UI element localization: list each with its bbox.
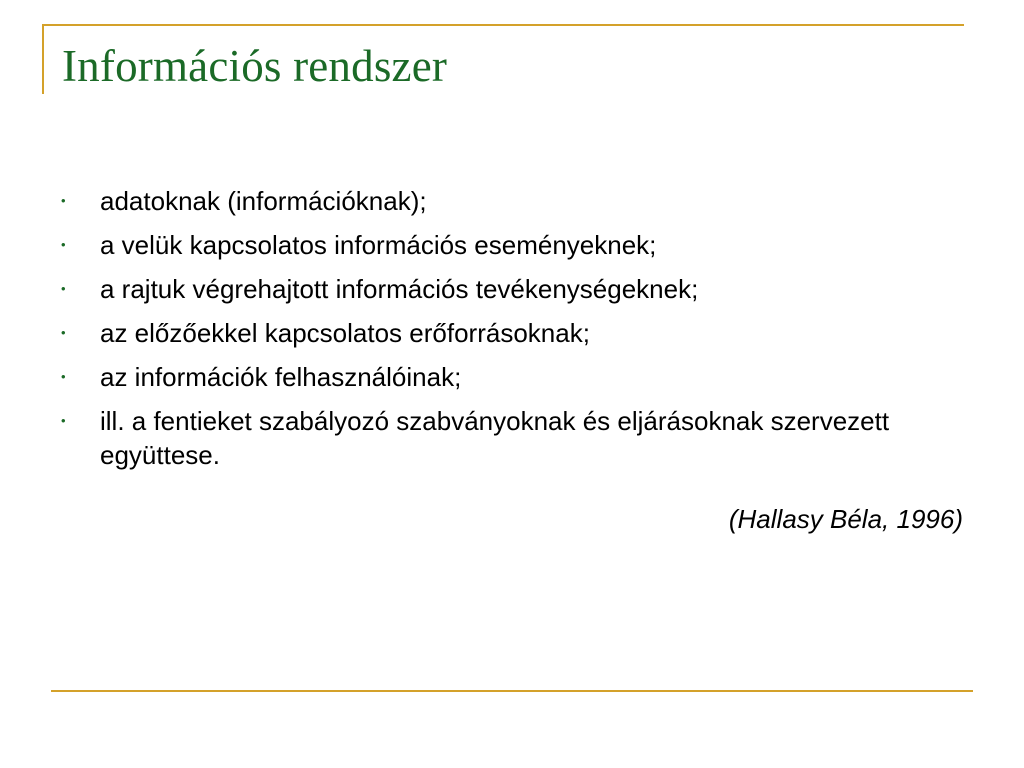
bullet-dot-icon: • (61, 325, 66, 340)
footer-rule (51, 690, 973, 692)
bullet-text: az előzőekkel kapcsolatos erőforrásoknak; (100, 318, 590, 348)
bullet-dot-icon: • (61, 281, 66, 296)
bullet-dot-icon: • (61, 193, 66, 208)
bullet-item (60, 404, 940, 472)
bullet-dot-icon: • (61, 237, 66, 252)
bullet-text: az információk felhasználóinak; (100, 362, 462, 392)
top-rule (42, 24, 964, 26)
bullet-dot-icon: • (61, 369, 66, 384)
bullet-item (60, 228, 940, 262)
bullet-text: a rajtuk végrehajtott információs tevékenységeknek; (100, 274, 699, 304)
bullet-item (60, 360, 940, 394)
left-rule (42, 24, 44, 94)
bullet-item (60, 316, 940, 350)
bullet-text: adatoknak (információknak); (100, 186, 427, 216)
bullet-item (60, 184, 940, 218)
slide-title: Információs rendszer (62, 41, 448, 91)
citation: (Hallasy Béla, 1996) (728, 504, 963, 534)
bullet-dot-icon: • (61, 413, 66, 428)
bullet-text: ill. a fentieket szabályozó szabványoknak és eljárásoknak szervezett együttese. (100, 406, 890, 470)
bullet-text: a velük kapcsolatos információs eseményeknek; (100, 230, 657, 260)
bullet-item (60, 272, 940, 306)
bullet-list (60, 184, 940, 482)
